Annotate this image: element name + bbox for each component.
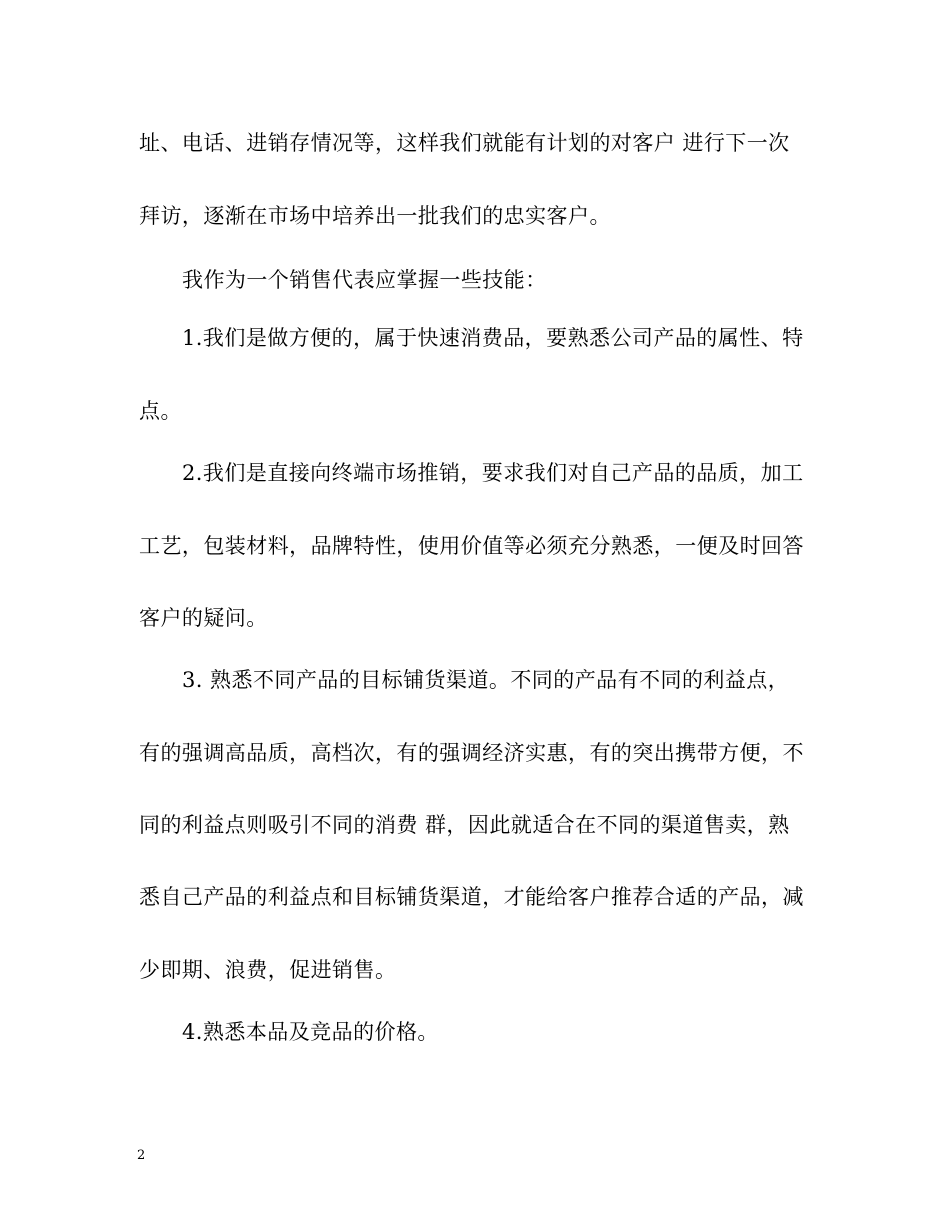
text-line: 我作为一个销售代表应掌握一些技能： [182,268,547,292]
text-line: 同的利益点则吸引不同的消费 群，因此就适合在不同的渠道售卖，熟 [139,813,790,837]
text-line: 工艺，包装材料，品牌特性，使用价值等必须充分熟悉，一便及时回答 [139,534,804,558]
page-number: 2 [137,1148,146,1163]
text-line: 2.我们是直接向终端市场推销，要求我们对自己产品的品质，加工 [182,461,804,485]
text-line: 拜访，逐渐在市场中培养出一批我们的忠实客户。 [139,204,611,228]
text-line: 址、电话、进销存情况等，这样我们就能有计划的对客户 进行下一次 [139,131,790,155]
text-line: 点。 [139,399,182,423]
text-line: 悉自己产品的利益点和目标铺货渠道，才能给客户推荐合适的产品，减 [139,885,804,909]
text-line: 有的强调高品质，高档次，有的强调经济实惠，有的突出携带方便，不 [139,741,804,765]
text-line: 4.熟悉本品及竞品的价格。 [182,1020,439,1044]
text-line: 客户的疑问。 [139,606,268,630]
text-line: 3. 熟悉不同产品的目标铺货渠道。不同的产品有不同的利益点， [182,668,790,692]
text-line: 1.我们是做方便的，属于快速消费品，要熟悉公司产品的属性、特 [182,326,804,350]
text-line: 少即期、浪费，促进销售。 [139,958,397,982]
